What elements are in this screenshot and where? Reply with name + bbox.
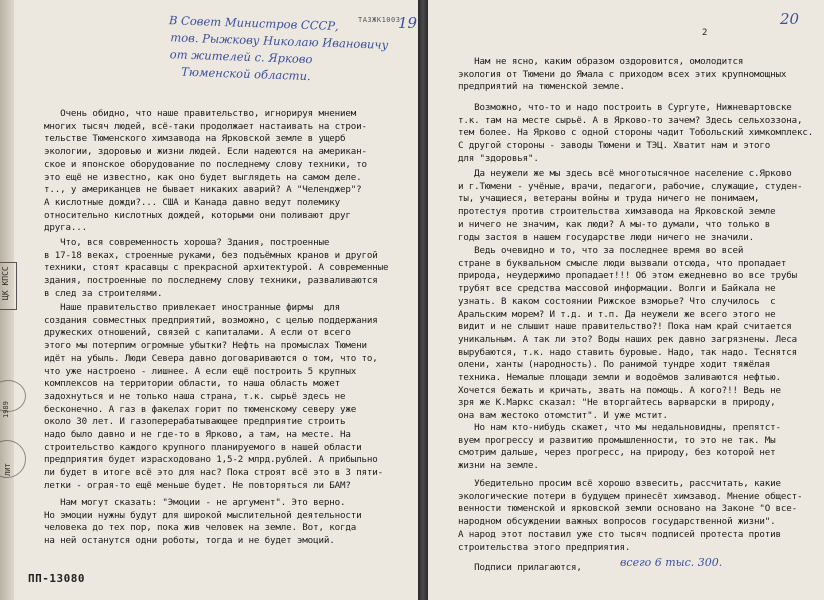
- letter-paragraph: Нам могут сказать: "Эмоции - не аргумент". Это верно. Но эмоции нужны будут для широкой мыслительной деятельности человека до тех пор, пока жив человек на земле. Вот, когда на ней останутся одни роботы, тогда и не будет эмоций.: [44, 497, 362, 547]
- letter-paragraph: Ведь очевидно и то, что за последнее время во всей стране в буквальном смысле люди вызвали отсюда, что пропадает природа, неудержимо пропадает!!! Об этом ежедневно во все трубы трубят все средства массовой информации. Волги и Байкала не узнать. В каком состоянии Рижское взморье? Что случилось с Аральским морем? И т.д. и т.п. Да неужели же всего этого не видит и не слышит наше правительство?! Пока нам край считается уникальным. А так ли это? Воды наших рек давно загрязнены. Леса вырубаются, т.к. надо ставить буровые. Надо, так надо. Теснятся олени, ханты (народность). По ранимой тундре ходит тяжёлая техника. Немалые площади земли и водоёмов заливаются нефтью. Хочется бежать и кричать, звать на помощь. А кого?!! Ведь не зря же К.Маркс сказал: "Не вторгайтесь варварски в природу, она вам жестоко отомстит". И уже мстит.: [458, 245, 798, 422]
- letter-paragraph: Подписи прилагаются,: [458, 562, 582, 573]
- handwritten-page-number: 19: [398, 14, 418, 32]
- archive-code: ПП-13080: [28, 572, 85, 585]
- letter-paragraph: Нам не ясно, каким образом оздоровится, омолодится экология от Тюмени до Ямала с приходом всех этих крупномощных предприятий на тюменской земле.: [458, 56, 787, 93]
- letter-paragraph: Что, вся современность хороша? Здания, построенные в 17-18 веках, строенные руками, без подъёмных кранов и другой техники, стоят красавцы с прекрасной архитектурой. А современные здания, построенные по последнему слову техники, разваливаются в след за строителями.: [44, 237, 389, 299]
- address-line: В Совет Министров СССР,: [168, 13, 339, 34]
- address-line: от жителей с. Ярково: [169, 47, 313, 67]
- document-page-right: [428, 0, 824, 600]
- letter-paragraph: Очень обидно, что наше правительство, игнорируя мнением многих тысяч людей, всё-таки продолжает настаивать на строи- тельстве Тюменского химзавода на Ярковской земле в ущерб экологии, здоровью и жизни людей. Если надеются на америкaн- ское и японское оборудование по последнему слову техники, то это ещё не известно, как оно будет выглядеть на самом деле. т.., у американцев не бывает никаких аварий? А "Челенджер"? А кислотные дожди?... США и Канада давно ведут полемику относительно кислотных дождей, которыми они поливают друг друга...: [44, 108, 367, 234]
- address-line: Тюменской области.: [180, 64, 311, 84]
- typed-page-number: 2: [702, 28, 708, 38]
- handwritten-address: [167, 12, 389, 88]
- address-line: тов. Рыжкову Николаю Ивановичу: [170, 30, 389, 52]
- letter-paragraph: Наше правительство привлекает иностранные фирмы для создания совместных предприятий, возможно, с целью поддержания дружеских отношений, связей с капиталами. А если от всего этого мы потерпим огромные убытки? Нефть на промыслах Тюмени идёт на убыль. Люди Севера давно договариваются о том, что то, что уже настроено - лишнее. А если ещё построить 5 крупных комплексов на территории области, то наша область может задохнуться и не только наша страна, т.к. сырьё здесь не бесконечно. А газ в факелах горит по тюменскому северу уже около 30 лет. И газоперерабатывающее предприятие строить надо было давно и не где-то в Ярково, а там, на месте. На строительство каждого крупного планируемого в нашей области предприятия будет израсходовано 1,5-2 млрд.рублей. А прибыльно ли будет в итоге всё это для нас? Пока строят всё это в 3 пяти- летки - ограя-то ещё меньше будет. Не повторяться ли БАМ?: [44, 302, 384, 491]
- handwritten-signature-count: всего 6 тыс. 300.: [620, 556, 723, 569]
- side-label: ЦК КПСС: [1, 266, 10, 300]
- page-gutter: [418, 0, 428, 600]
- side-stamp-text: ЛИТ: [4, 463, 12, 476]
- letter-paragraph: Убедительно просим всё хорошо взвесить, рассчитать, какие экологические потери в будущем принесёт химзавод. Мнение общест- венности тюменской и ярковской земли основано на Законе "О все- народном обсуждении важных вопросов государственной жизни". А народ этот поставил уже сто тысяч подписей протеста против строительства этого предприятия.: [458, 478, 803, 553]
- handwritten-page-number: 20: [780, 10, 800, 28]
- archive-stamp-number: ТАЗЖК1003: [358, 16, 401, 24]
- side-stamp-text: 1989: [2, 401, 10, 418]
- letter-paragraph: Возможно, что-то и надо построить в Сургуте, Нижневартовске т.к. там на месте сырьё. А в Ярково-то зачем? Здесь сельхоззона, тем более. На Ярково с одной стороны чадит Тобольский химкомплекс. С другой стороны - заводы Тюмени и ТЭЦ. Хватит нам и этого для "здоровья".: [458, 102, 814, 164]
- letter-paragraph: Да неужели же мы здесь всё многотысячное население с.Ярково и г.Тюмени - учёные, врачи, педагоги, рабочие, служащие, студен- ты, учащиеся, ветераны войны и труда ничего не понимаем, протестуя против строительства химзавода на Ярковской земле и ничего не значим, как люди? А мы-то думали, что только в годы застоя в нашем государстве люди ничего не значили.: [458, 168, 803, 243]
- letter-paragraph: Но нам кто-нибудь скажет, что мы недальновидны, препятст- вуем прогрессу и развитию промышленности, то это не так. Мы смотрим дальше, через прогресс, на природу, без которой нет жизни на земле.: [458, 422, 781, 472]
